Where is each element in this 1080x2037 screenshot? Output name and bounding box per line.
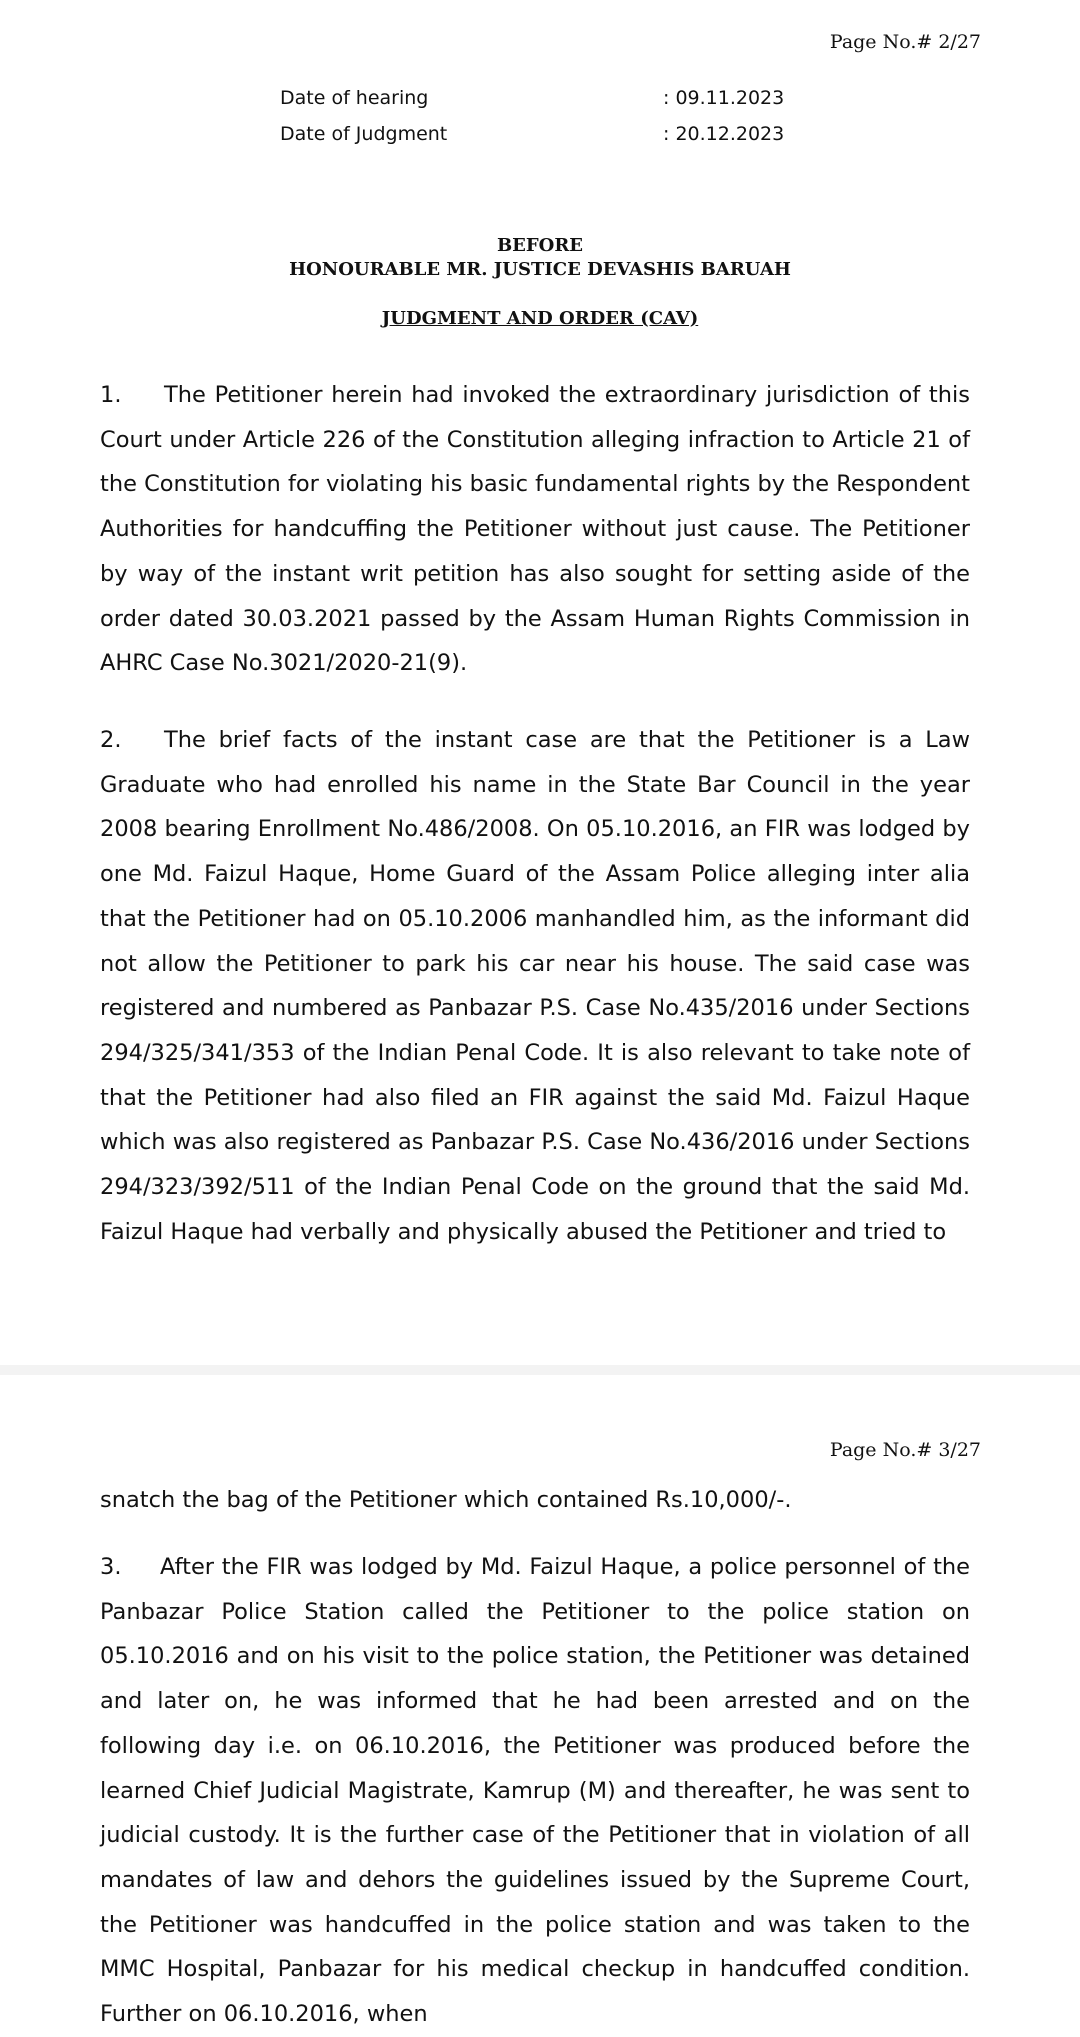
page-number: Page No.# 3/27: [829, 1439, 981, 1461]
document-page-3: [0, 1375, 1080, 2028]
paragraph-number: 1.: [100, 382, 122, 408]
judgment-date-value: : 20.12.2023: [663, 123, 785, 145]
judge-name: HONOURABLE MR. JUSTICE DEVASHIS BARUAH: [289, 259, 791, 280]
order-title: [0, 308, 1080, 329]
paragraph-2: [100, 718, 970, 1254]
paragraph-text: After the FIR was lodged by Md. Faizul Haque, a police personnel of the Panbazar Police Station called the Petitioner to the police station on 05.10.2016 and on his visit to the police station, the Petitioner was detained and later on, he was informed that he had been arrested and on the following day i.e. on 06.10.2016, the Petitioner was produced before the learned Chief Judicial Magistrate, Kamrup (M) and thereafter, he was sent to judicial custody. It is the further case of the Petitioner that in violation of all mandates of law and dehors the guidelines issued by the Supreme Court, the Petitioner was handcuffed in the police station and was taken to the MMC Hospital, Panbazar for his medical checkup in handcuffed condition. Further on 06.10.2016, when: [100, 1554, 970, 2028]
page-number: Page No.# 2/27: [829, 31, 981, 53]
hearing-date-value: : 09.11.2023: [663, 87, 785, 109]
paragraph-3: [100, 1545, 970, 2037]
paragraph-1: [100, 373, 970, 686]
paragraph-number: 2.: [100, 727, 122, 753]
paragraph-number: 3.: [100, 1554, 122, 1580]
paragraph-text: The Petitioner herein had invoked the extraordinary jurisdiction of this Court under Article 226 of the Constitution alleging infraction to Article 21 of the Constitution for violating his basic fundamental rights by the Respondent Authorities for handcuffing the Petitioner without just cause. The Petitioner by way of the instant writ petition has also sought for setting aside of the order dated 30.03.2021 passed by the Assam Human Rights Commission in AHRC Case No.3021/2020-21(9).: [100, 382, 970, 677]
page-separator: [0, 1365, 1080, 1375]
order-title-text: JUDGMENT AND ORDER (CAV): [381, 308, 699, 329]
before-heading: BEFORE: [496, 235, 584, 256]
paragraph-text: The brief facts of the instant case are that the Petitioner is a Law Graduate who had enrolled his name in the State Bar Council in the year 2008 bearing Enrollment No.486/2008. On 05.10.2016, an FIR was lodged by one Md. Faizul Haque, Home Guard of the Assam Police alleging inter alia that the Petitioner had on 05.10.2006 manhandled him, as the informant did not allow the Petitioner to park his car near his house. The said case was registered and numbered as Panbazar P.S. Case No.435/2016 under Sections 294/325/341/353 of the Indian Penal Code. It is also relevant to take note of that the Petitioner had also filed an FIR against the said Md. Faizul Haque which was also registered as Panbazar P.S. Case No.436/2016 under Sections 294/323/392/511 of the Indian Penal Code on the ground that the said Md. Faizul Haque had verbally and physically abused the Petitioner and tried to: [100, 727, 971, 1245]
hearing-date-label: Date of hearing: [280, 87, 429, 109]
judgment-date-label: Date of Judgment: [280, 123, 448, 145]
paragraph-continuation: snatch the bag of the Petitioner which contained Rs.10,000/-.: [100, 1487, 792, 1513]
